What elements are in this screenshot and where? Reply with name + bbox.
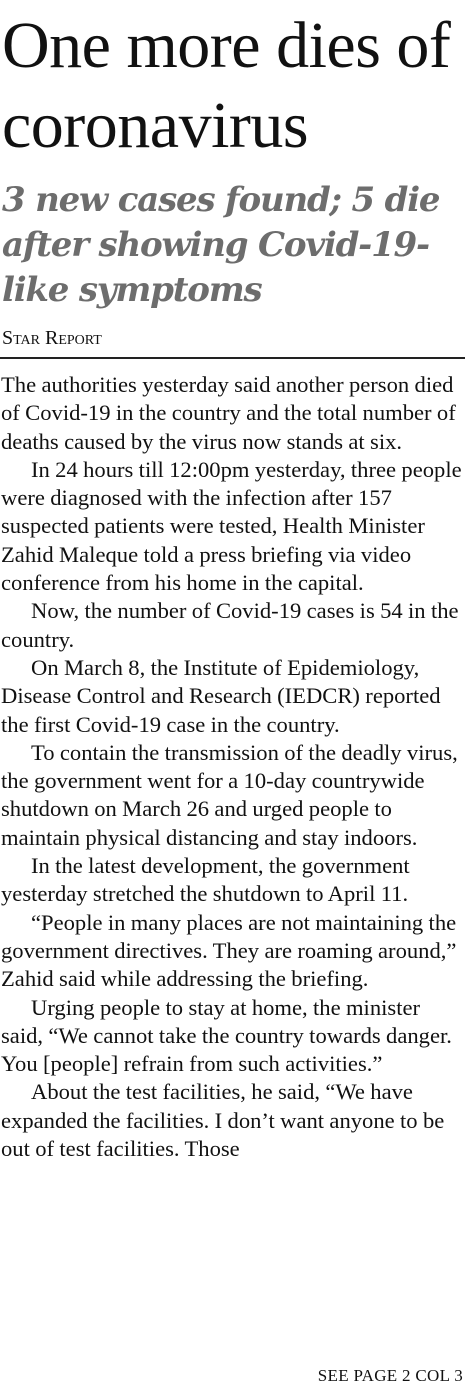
article-paragraph: The authorities yesterday said another person died of Covid-19 in the country and the total number of deaths caused by the virus now stands at six. [1,372,456,454]
article-paragraph: To contain the transmission of the deadly virus, the government went for a 10-day countrywide shutdown on March 26 and urged people to maintain physical distancing and stay indoors. [1,739,458,850]
article-body [1,371,463,1163]
byline-divider [0,357,465,359]
article-paragraph: Urging people to stay at home, the minister said, “We cannot take the country towards danger. You [people] refrain from such activities.” [1,994,452,1077]
article-paragraph: About the test facilities, he said, “We have expanded the facilities. I don’t want anyone to be out of test facilities. Those [1,1079,445,1162]
article-paragraph: In 24 hours till 12:00pm yesterday, three people were diagnosed with the infection after 157 suspected patients were tested, Health Minister Zahid Maleque told a press briefing via video conference from his home in the capital. [1,456,462,596]
subheadline: 3 new cases found; 5 die after showing Covid-19-like symptoms [2,180,440,310]
headline: One more dies of coronavirus [2,9,451,162]
article-paragraph: On March 8, the Institute of Epidemiology, Disease Control and Research (IEDCR) reported the first Covid-19 case in the country. [1,654,441,737]
article-paragraph: In the latest development, the government yesterday stretched the shutdown to April 11. [1,853,410,907]
byline: Star Report [2,327,102,349]
article-paragraph: “People in many places are not maintaining the government directives. They are roaming around,” Zahid said while addressing the briefing. [1,909,457,992]
article-paragraph: Now, the number of Covid-19 cases is 54 in the country. [1,598,459,652]
continuation-jump-line: SEE PAGE 2 COL 3 [317,1366,463,1385]
